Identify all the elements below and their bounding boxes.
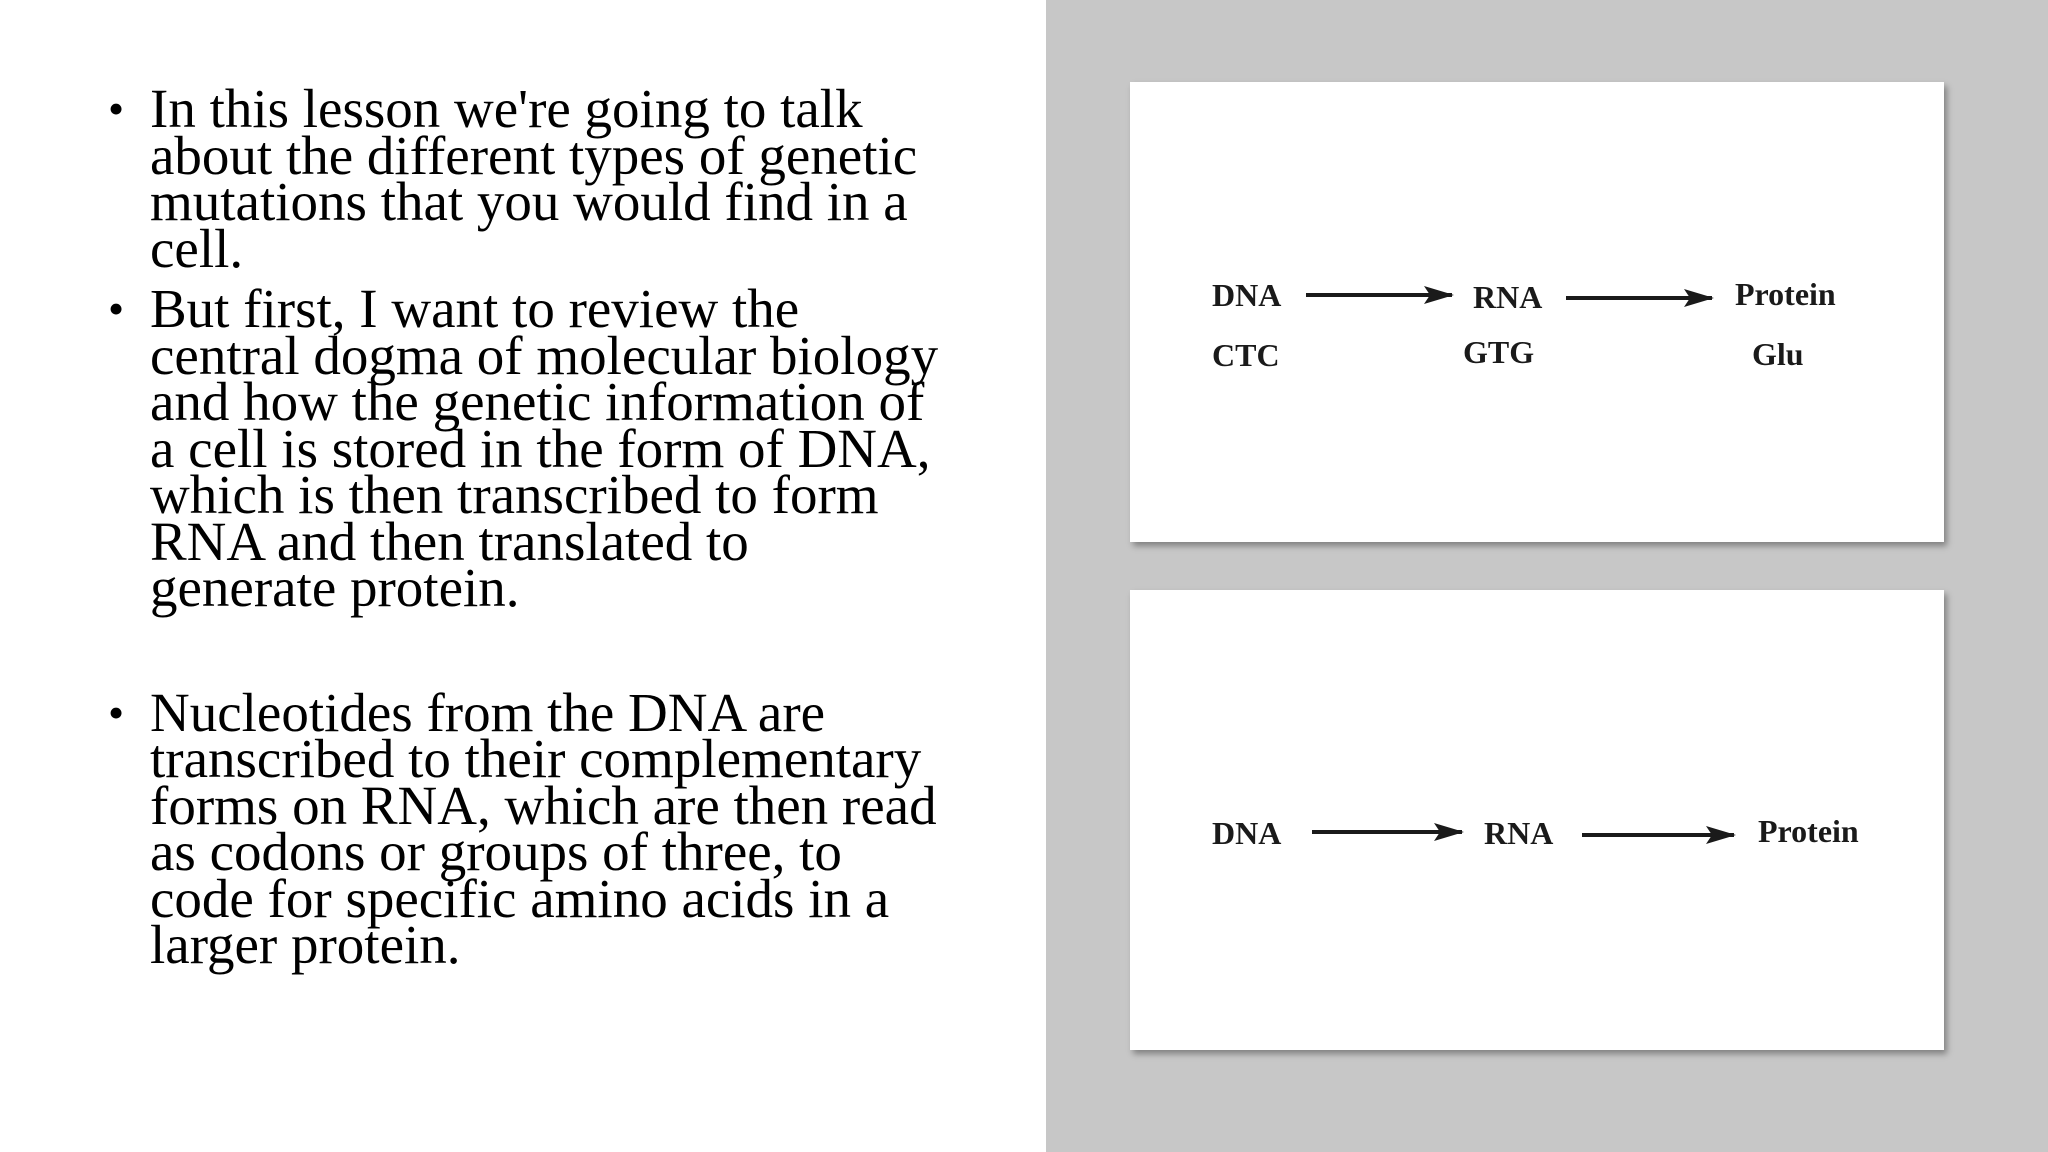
rna-label: RNA [1473, 279, 1543, 315]
amino-acid: Glu [1752, 336, 1804, 372]
bullet-item [108, 278, 1008, 618]
bullet-line: larger protein. [150, 914, 461, 975]
dna-label: DNA [1212, 815, 1282, 851]
central-dogma-diagram [1130, 82, 1944, 542]
dna-codon: CTC [1212, 337, 1280, 373]
bullet-line: central dogma of molecular biology [150, 324, 939, 386]
bullet-line: transcribed to their complementary [150, 728, 922, 789]
bullet-line: generate protein. [150, 557, 520, 618]
bullet-item [108, 681, 1008, 975]
bullet-line: cell. [150, 217, 244, 279]
bullet-dot: • [108, 283, 125, 334]
bullet-line: forms on RNA, which are then read [150, 774, 937, 836]
bullet-line: Nucleotides from the DNA are [150, 681, 826, 743]
bullet-line: a cell is stored in the form of DNA, [150, 417, 931, 479]
bullet-line: mutations that you would find in a [150, 171, 908, 232]
bullet-line: and how the genetic information of [150, 371, 925, 432]
bullet-line: But first, I want to review the [150, 278, 800, 339]
rna-label: RNA [1484, 815, 1554, 851]
protein-label: Protein [1758, 813, 1859, 849]
dna-label: DNA [1212, 277, 1282, 313]
bullet-line: which is then transcribed to form [150, 464, 879, 525]
bullet-dot: • [108, 686, 125, 738]
central-dogma-figure-with-codons [1130, 82, 1944, 542]
bullet-line: code for specific amino acids in a [150, 867, 890, 929]
bullet-line: about the different types of genetic [150, 124, 918, 186]
bullet-line: In this lesson we're going to talk [150, 78, 863, 139]
central-dogma-diagram [1130, 590, 1944, 1050]
bullet-dot: • [108, 83, 125, 134]
central-dogma-figure [1130, 590, 1944, 1050]
protein-label: Protein [1735, 276, 1836, 312]
bullet-item [108, 78, 1008, 279]
bullet-list [108, 78, 1008, 975]
rna-codon: GTG [1463, 334, 1535, 370]
bullet-line: as codons or groups of three, to [150, 821, 842, 882]
bullet-line: RNA and then translated to [150, 510, 749, 572]
